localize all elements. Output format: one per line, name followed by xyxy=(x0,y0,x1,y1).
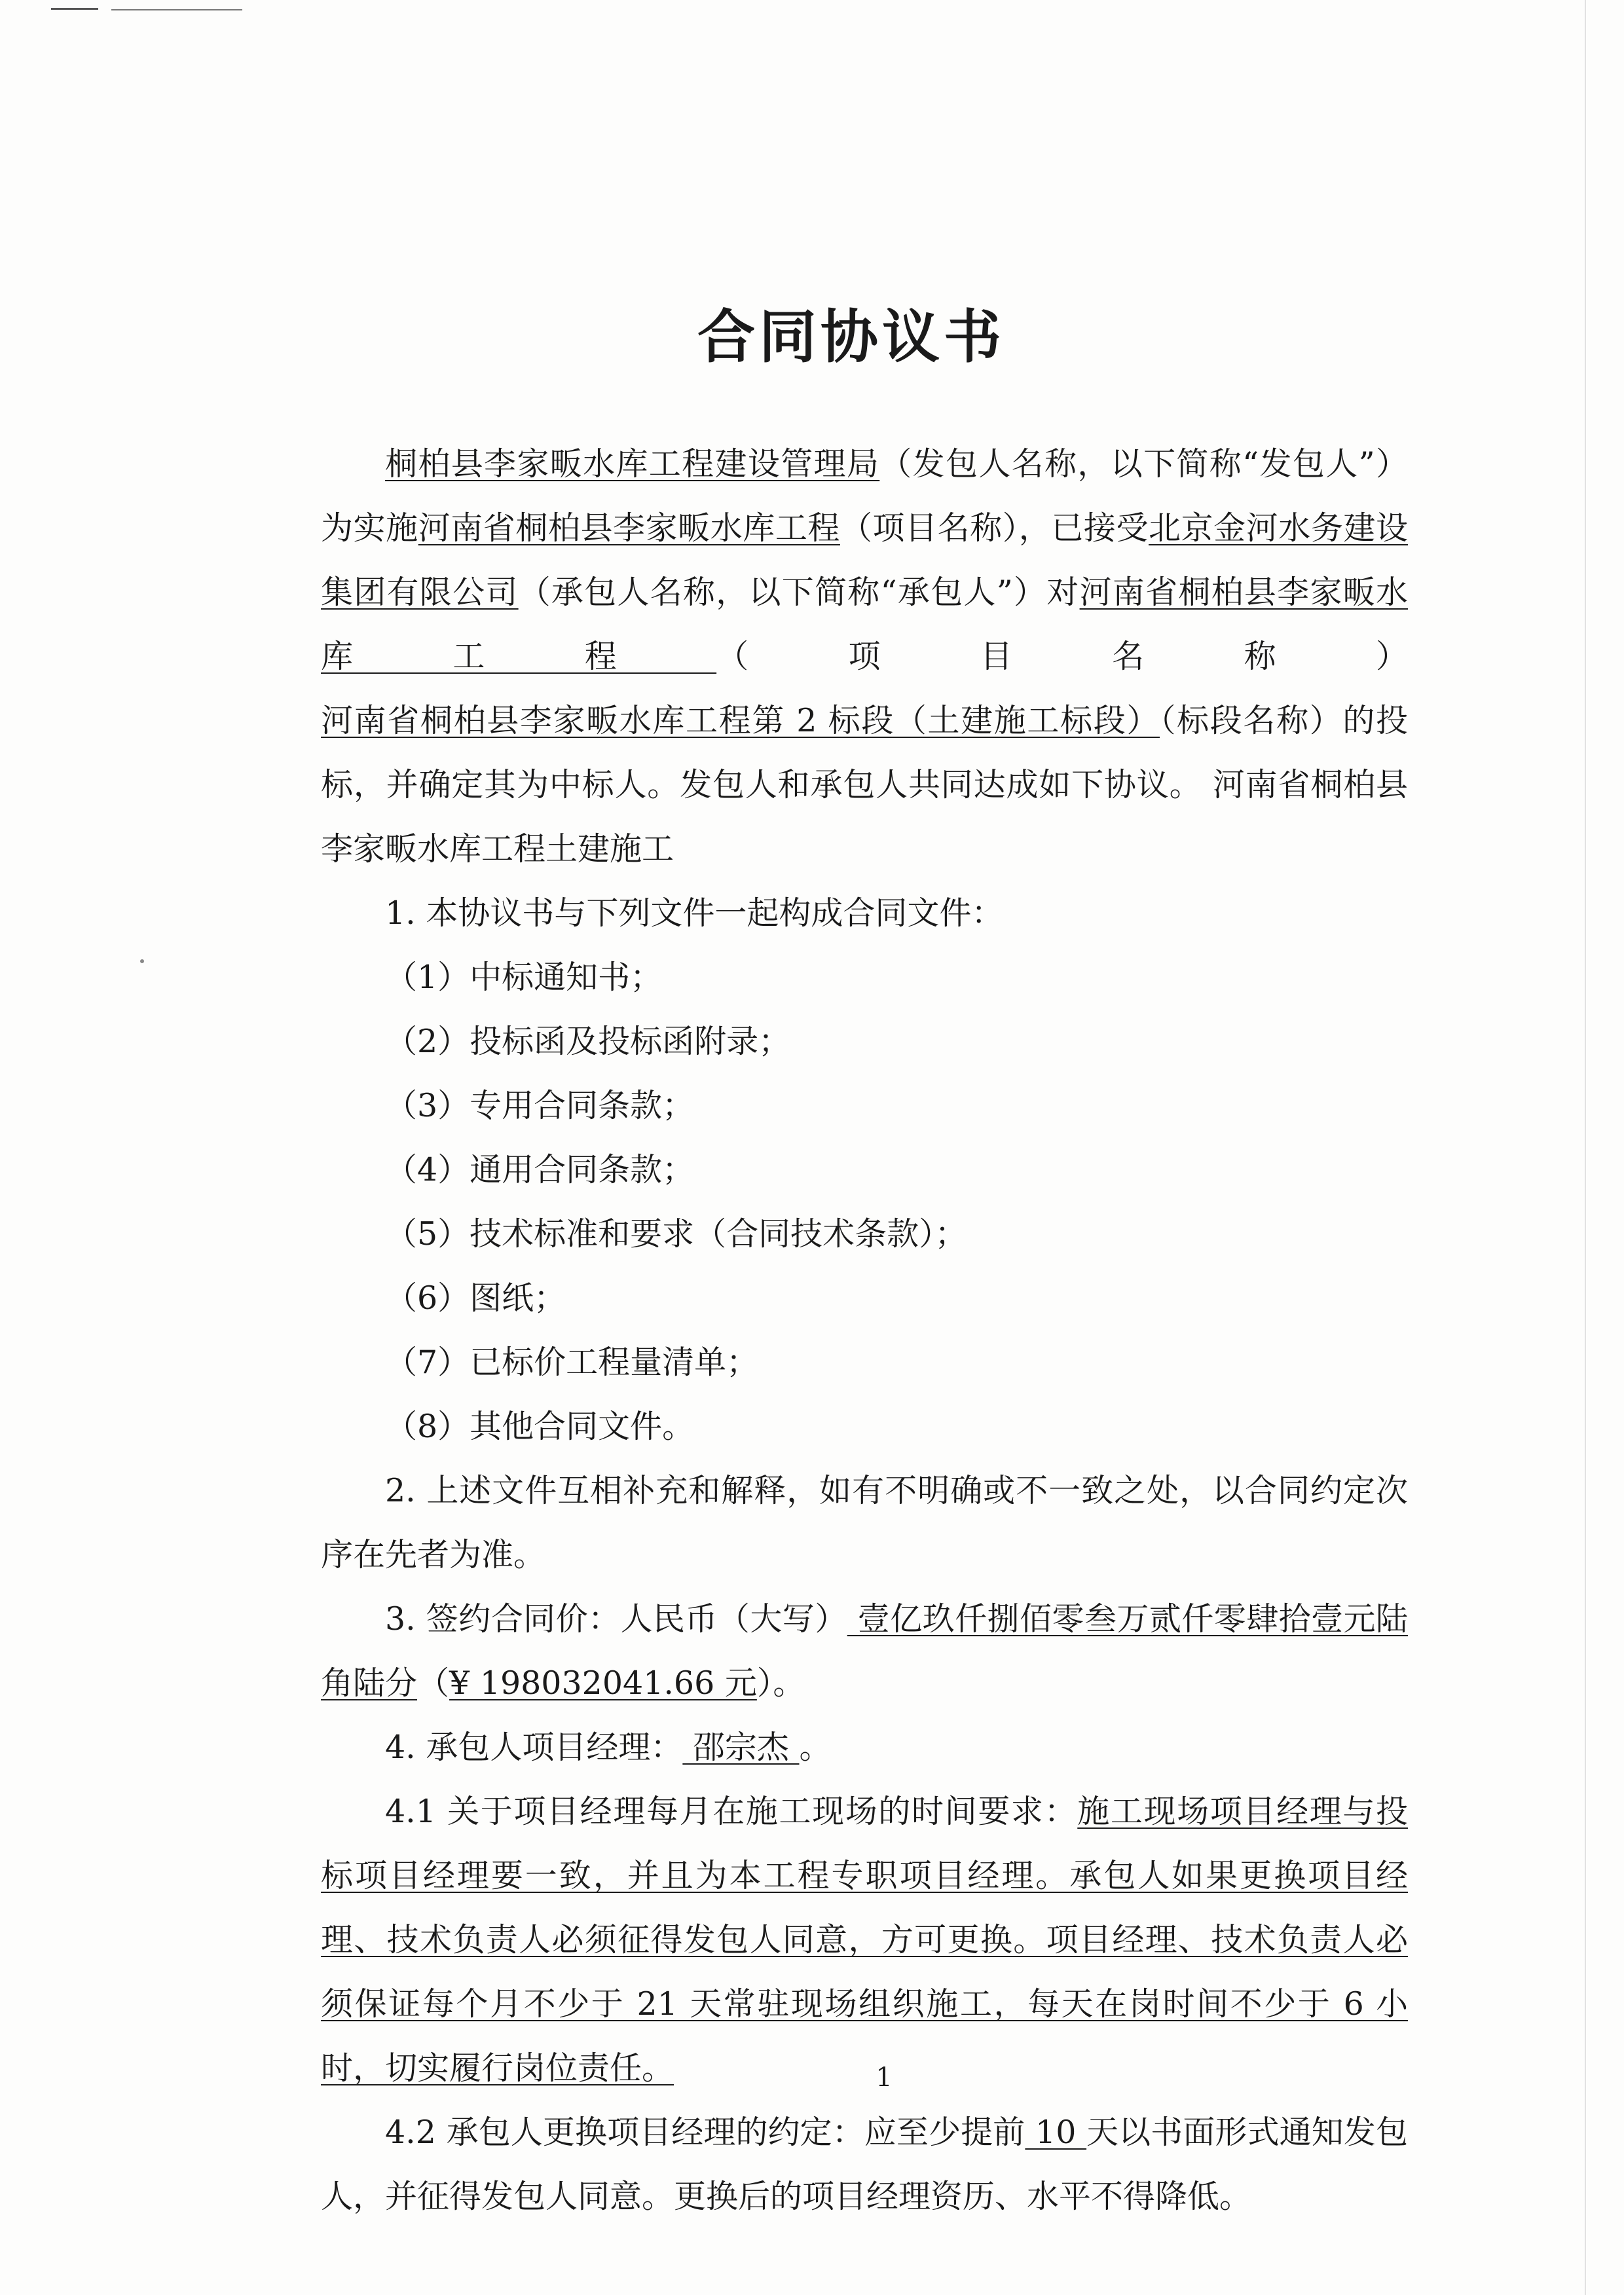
project-manager-name: 邵宗杰 xyxy=(682,1729,800,1766)
scan-mark xyxy=(51,8,98,10)
employer-name: 桐柏县李家畈水库工程建设管理局 xyxy=(385,445,880,483)
contract-price-number: ¥ 198032041.66 元 xyxy=(449,1664,757,1702)
document-title: 合同协议书 xyxy=(697,303,1005,371)
contract-price-words: 壹亿玖仟捌佰零叁万贰仟零肆拾壹元陆角陆分 xyxy=(321,1600,1409,1702)
document-item: （6）图纸； xyxy=(385,1279,566,1317)
scan-speck xyxy=(140,959,144,963)
document-item: （5）技术标准和要求（合同技术条款）； xyxy=(385,1215,967,1253)
manager-time-requirement: 施工现场项目经理与投标项目经理要一致，并且为本工程专职项目经理。承包人如果更换项目经理、技术负责人必须征得发包人同意，方可更换。项目经理、技术负责人必须保证每个月不少于 21 天常驻现场组织施工，每天在岗时间不少于 6 小时，切实履行岗位责任。 xyxy=(321,1793,1408,2087)
contractor-name: 北京金河水务建设集团有限公司 xyxy=(321,509,1408,611)
clause-4-2: 4.2 承包人更换项目经理的约定：应至少提前 10 天以书面形式通知发包人，并征得发包人同意。更换后的项目经理资历、水平不得降低。 xyxy=(321,2114,1408,2215)
page-number: 1 xyxy=(876,2063,893,2093)
clause-3: 3. 签约合同价：人民币（大写） 壹亿玖仟捌佰零叁万贰仟零肆拾壹元陆角陆分（¥ 198032041.66 元）。 xyxy=(321,1600,1409,1702)
clause-2: 2. 上述文件互相补充和解释，如有不明确或不一致之处，以合同约定次序在先者为准。 xyxy=(321,1472,1408,1573)
clause-4: 4. 承包人项目经理： 邵宗杰 。 xyxy=(385,1729,832,1766)
clause-4-1: 4.1 关于项目经理每月在施工现场的时间要求：施工现场项目经理与投标项目经理要一致，并且为本工程专职项目经理。承包人如果更换项目经理、技术负责人必须征得发包人同意，方可更换。项目经理、技术负责人必须保证每个月不少于 21 天常驻现场组织施工，每天在岗时间不少于 6 小时，切实履行岗位责任。 xyxy=(321,1793,1408,2087)
document-item: （7）已标价工程量清单； xyxy=(385,1344,759,1381)
document-item: （1）中标通知书； xyxy=(385,959,663,996)
section-name: 河南省桐柏县李家畈水库工程第 2 标段（土建施工标段） xyxy=(321,702,1160,739)
document-item: （2）投标函及投标函附录； xyxy=(385,1023,791,1060)
project-name-2: 河南省桐柏县李家畈水库工程 xyxy=(321,574,1408,675)
notice-days: 10 xyxy=(1025,2114,1087,2151)
project-name: 河南省桐柏县李家畈水库工程 xyxy=(418,509,840,547)
document-body xyxy=(321,432,1408,2229)
scan-mark xyxy=(111,9,242,10)
document-item: （8）其他合同文件。 xyxy=(385,1408,695,1445)
document-item: （3）专用合同条款； xyxy=(385,1087,695,1124)
document-item: （4）通用合同条款； xyxy=(385,1151,695,1188)
intro-paragraph: 桐柏县李家畈水库工程建设管理局（发包人名称，以下简称“发包人”）为实施河南省桐柏县李家畈水库工程（项目名称），已接受北京金河水务建设集团有限公司（承包人名称，以下简称“承包人”）对河南省桐柏县李家畈水库工程（项目名称）河南省桐柏县李家畈水库工程第 2 标段（土建施工标段）（标段名称）的投标，并确定其为中标人。发包人和承包人共同达成如下协议。 河南省桐柏县李家畈水库工程土建施工 xyxy=(321,445,1408,868)
clause-1: 1. 本协议书与下列文件一起构成合同文件： xyxy=(385,894,1004,932)
